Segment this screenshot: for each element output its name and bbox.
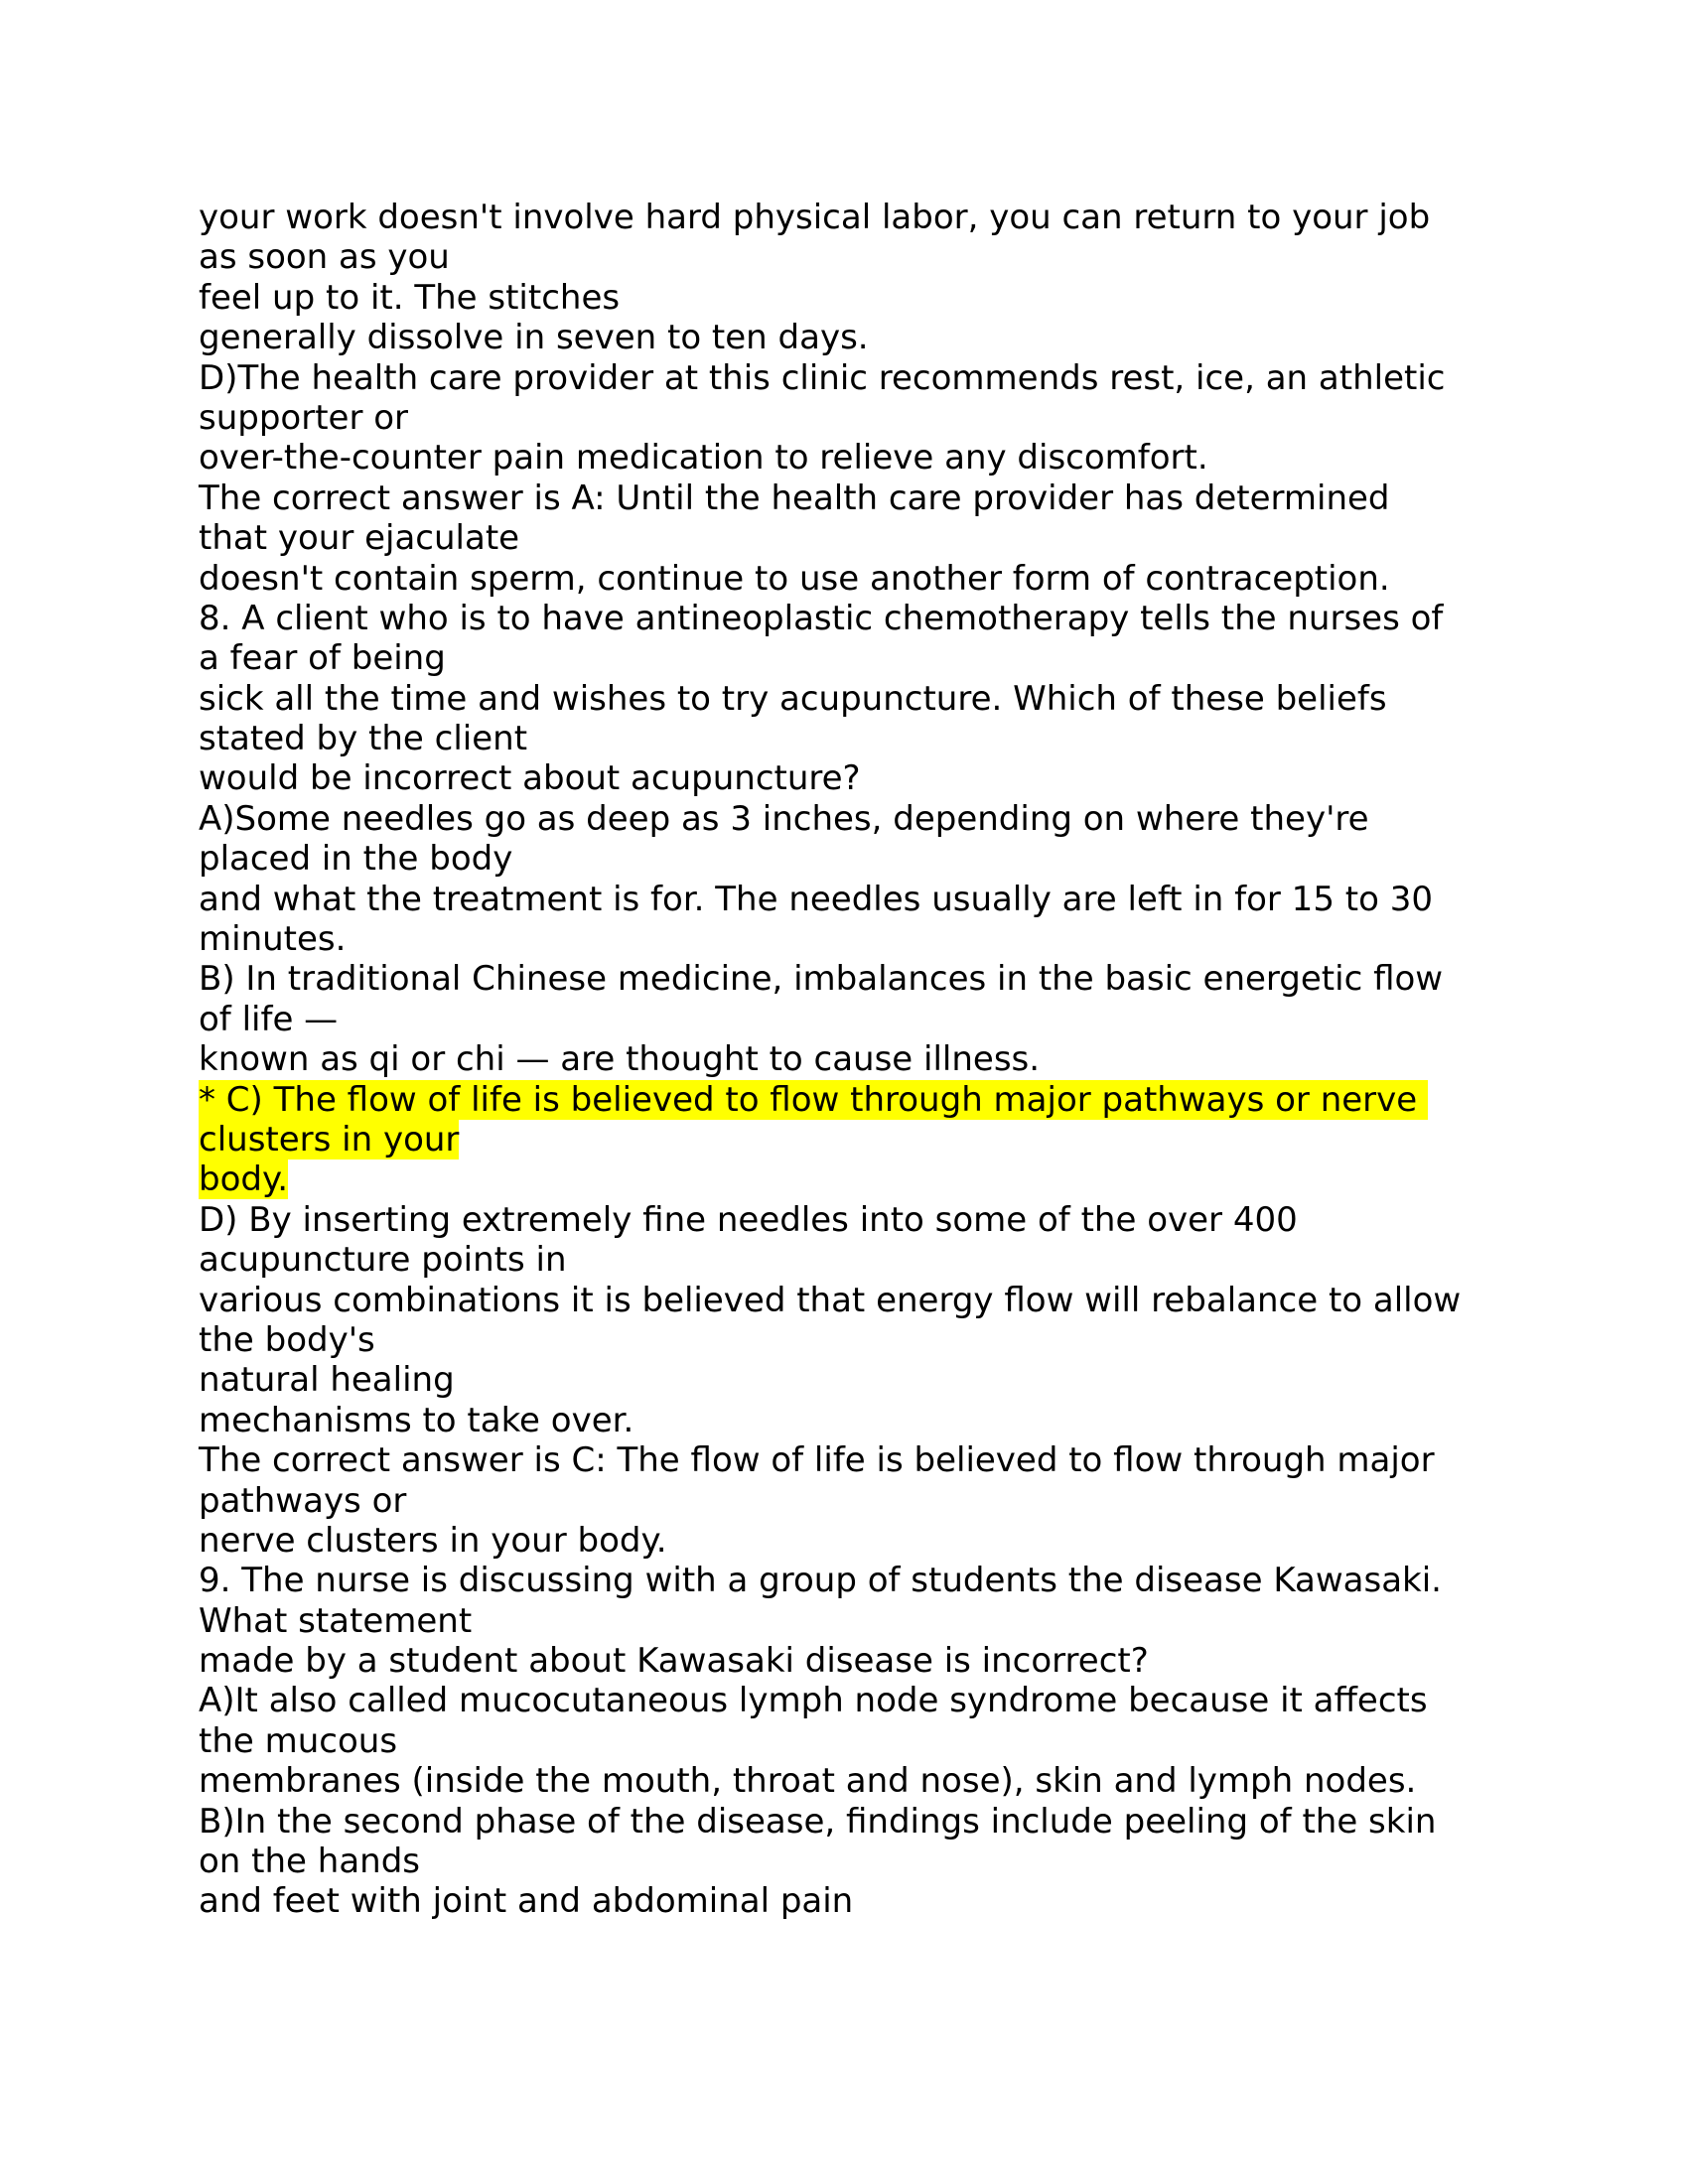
text-line-content: 8. A client who is to have antineoplastic chemotherapy tells the nurses of xyxy=(199,598,1444,638)
text-line-content: A)It also called mucocutaneous lymph node syndrome because it affects xyxy=(199,1681,1428,1721)
text-line xyxy=(199,799,1509,839)
text-line-content: D) By inserting extremely fine needles into some of the over 400 xyxy=(199,1199,1298,1240)
text-line-content: made by a student about Kawasaki disease is incorrect? xyxy=(199,1641,1149,1682)
text-line xyxy=(199,1881,1509,1921)
text-line-content: D)The health care provider at this clinic recommends rest, ice, an athletic xyxy=(199,357,1446,398)
text-line-content: as soon as you xyxy=(199,237,450,278)
text-line-content: over-the-counter pain medication to relieve any discomfort. xyxy=(199,438,1208,478)
text-line-content: and what the treatment is for. The needles usually are left in for 15 to 30 xyxy=(199,879,1433,919)
text-line xyxy=(199,959,1509,999)
text-line-content: minutes. xyxy=(199,919,347,960)
text-line xyxy=(199,1761,1509,1801)
text-line-content: * C) The flow of life is believed to flow through major pathways or nerve xyxy=(199,1079,1428,1120)
text-line xyxy=(199,358,1509,398)
text-line-content: The correct answer is C: The flow of life is believed to flow through major xyxy=(199,1440,1435,1481)
text-line-content: would be incorrect about acupuncture? xyxy=(199,758,861,799)
text-line-content: acupuncture points in xyxy=(199,1240,567,1281)
text-line xyxy=(199,1521,1509,1561)
text-line-content: clusters in your xyxy=(199,1119,460,1160)
text-line xyxy=(199,1000,1509,1039)
text-line-content: the mucous xyxy=(199,1720,398,1761)
text-line xyxy=(199,1281,1509,1320)
text-line-content: your work doesn't involve hard physical labor, you can return to your job xyxy=(199,198,1431,237)
text-line-content: B) In traditional Chinese medicine, imbalances in the basic energetic flow xyxy=(199,959,1444,1000)
text-line xyxy=(199,318,1509,357)
highlighted-text-line xyxy=(199,1160,1509,1199)
text-line-content: What statement xyxy=(199,1600,473,1641)
text-line-content: A)Some needles go as deep as 3 inches, depending on where they're xyxy=(199,798,1369,839)
text-line-content: known as qi or chi — are thought to cause illness. xyxy=(199,1039,1041,1080)
document-text xyxy=(199,198,1509,1922)
text-line xyxy=(199,1601,1509,1641)
text-line xyxy=(199,758,1509,798)
text-line-content: stated by the client xyxy=(199,719,528,759)
text-line xyxy=(199,1039,1509,1079)
text-line xyxy=(199,1481,1509,1521)
text-line xyxy=(199,719,1509,758)
text-line xyxy=(199,1401,1509,1440)
text-line-content: doesn't contain sperm, continue to use another form of contraception. xyxy=(199,558,1390,599)
text-line xyxy=(199,839,1509,879)
text-line xyxy=(199,1240,1509,1280)
text-line xyxy=(199,1721,1509,1761)
text-line-content: pathways or xyxy=(199,1480,407,1521)
text-line xyxy=(199,1561,1509,1600)
text-line xyxy=(199,919,1509,959)
text-line xyxy=(199,237,1509,277)
text-line xyxy=(199,1200,1509,1240)
text-line-content: natural healing xyxy=(199,1360,455,1401)
text-line-content: supporter or xyxy=(199,397,409,438)
text-line xyxy=(199,518,1509,558)
text-line xyxy=(199,1641,1509,1681)
text-line xyxy=(199,638,1509,678)
text-line xyxy=(199,1802,1509,1842)
text-line-content: the body's xyxy=(199,1319,375,1360)
text-line-content: on the hands xyxy=(199,1842,420,1882)
highlighted-text-line xyxy=(199,1120,1509,1160)
text-line-content: 9. The nurse is discussing with a group of students the disease Kawasaki. xyxy=(199,1561,1442,1601)
text-line xyxy=(199,1320,1509,1360)
text-line xyxy=(199,1360,1509,1400)
text-line-content: sick all the time and wishes to try acupuncture. Which of these beliefs xyxy=(199,678,1387,719)
text-line-content: nerve clusters in your body. xyxy=(199,1520,667,1561)
text-line-content: placed in the body xyxy=(199,839,513,880)
text-line xyxy=(199,880,1509,919)
text-line xyxy=(199,398,1509,438)
text-line xyxy=(199,1842,1509,1881)
highlighted-text-line xyxy=(199,1080,1509,1120)
text-line-content: and feet with joint and abdominal pain xyxy=(199,1881,854,1922)
text-line-content: The correct answer is A: Until the health care provider has determined xyxy=(199,478,1390,518)
text-line xyxy=(199,559,1509,599)
text-line-content: B)In the second phase of the disease, findings include peeling of the skin xyxy=(199,1801,1437,1842)
text-line-content: feel up to it. The stitches xyxy=(199,277,621,318)
text-line xyxy=(199,278,1509,318)
text-line-content: that your ejaculate xyxy=(199,518,520,559)
text-line-content: generally dissolve in seven to ten days. xyxy=(199,318,869,358)
text-line-content: membranes (inside the mouth, throat and nose), skin and lymph nodes. xyxy=(199,1761,1417,1802)
text-line-content: a fear of being xyxy=(199,638,446,679)
text-line xyxy=(199,198,1509,237)
text-line xyxy=(199,679,1509,719)
text-line-content: mechanisms to take over. xyxy=(199,1400,634,1440)
text-line xyxy=(199,1440,1509,1480)
text-line-content: of life — xyxy=(199,999,339,1039)
text-line xyxy=(199,438,1509,478)
text-line xyxy=(199,599,1509,638)
text-line xyxy=(199,1681,1509,1720)
text-line xyxy=(199,478,1509,518)
text-line-content: various combinations it is believed that energy flow will rebalance to allow xyxy=(199,1280,1462,1320)
text-line-content: body. xyxy=(199,1160,289,1200)
